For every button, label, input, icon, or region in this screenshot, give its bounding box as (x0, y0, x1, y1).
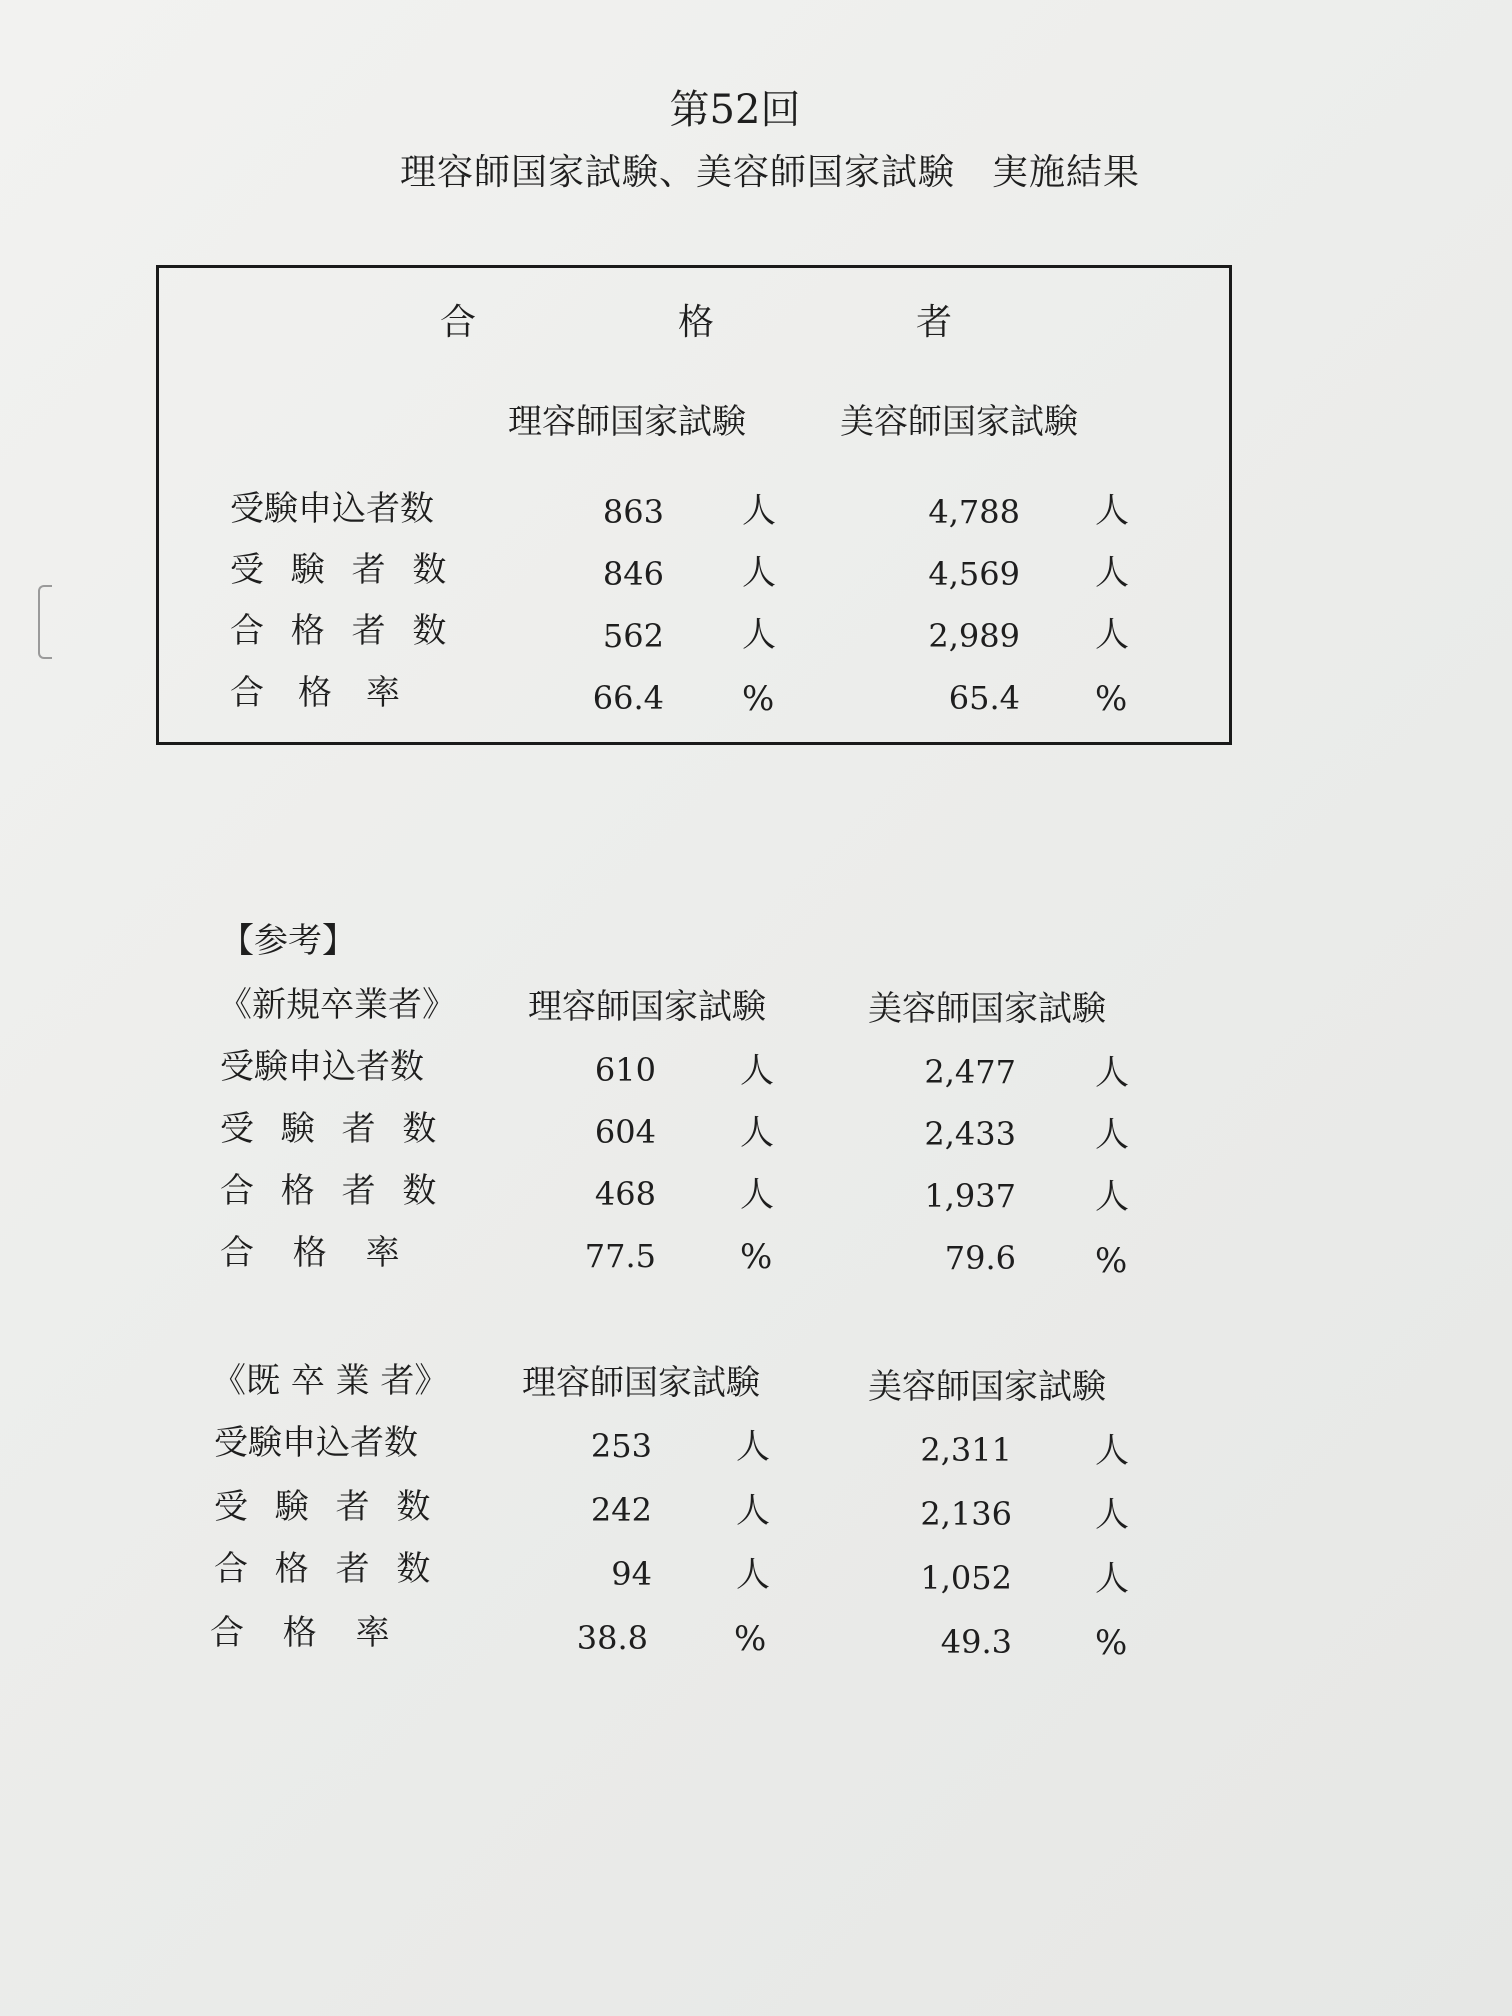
past-value: 253 (590, 1427, 652, 1465)
box-row-label: 受 験 者 数 (230, 550, 455, 590)
past-row-label: 受験申込者数 (214, 1423, 418, 1463)
past-unit: 人 (736, 1427, 770, 1467)
past-unit: % (734, 1619, 767, 1659)
box-unit: % (1095, 679, 1128, 719)
past-unit: 人 (1095, 1559, 1129, 1599)
past-unit: 人 (1095, 1495, 1129, 1535)
box-unit: 人 (742, 491, 776, 531)
new-value: 2,433 (924, 1115, 1016, 1153)
past-value: 38.8 (576, 1619, 648, 1657)
box-col-header-beauty: 美容師国家試験 (840, 402, 1078, 442)
box-value: 562 (602, 617, 664, 655)
past-value: 49.3 (940, 1623, 1012, 1661)
new-value: 610 (594, 1051, 656, 1089)
box-value: 863 (602, 493, 664, 531)
box-value: 66.4 (592, 679, 664, 717)
page-title: 第52回 (669, 87, 801, 133)
box-unit: 人 (1095, 553, 1129, 593)
box-unit: 人 (1095, 491, 1129, 531)
past-value: 1,052 (920, 1559, 1012, 1597)
new-unit: 人 (740, 1113, 774, 1153)
new-unit: 人 (740, 1175, 774, 1215)
box-value: 4,569 (928, 555, 1020, 593)
box-unit: 人 (1095, 615, 1129, 655)
new-row-label: 受験申込者数 (220, 1047, 424, 1087)
new-row-label: 合 格 率 (220, 1233, 414, 1273)
past-row-label: 合 格 者 数 (214, 1549, 439, 1589)
new-value: 1,937 (924, 1177, 1016, 1215)
new-value: 79.6 (944, 1239, 1016, 1277)
new-col-header-beauty: 美容師国家試験 (868, 989, 1106, 1029)
box-row-label: 合 格 者 数 (230, 611, 455, 651)
past-unit: 人 (1095, 1431, 1129, 1471)
new-unit: 人 (1095, 1053, 1129, 1093)
box-header-char-3: 者 (916, 302, 953, 343)
new-value: 77.5 (584, 1237, 656, 1275)
box-unit: 人 (742, 553, 776, 593)
new-unit: % (740, 1237, 773, 1277)
new-unit: 人 (1095, 1115, 1129, 1155)
box-row-label: 合 格 率 (230, 673, 400, 713)
box-row-label: 受験申込者数 (230, 489, 434, 529)
past-col-header-barber: 理容師国家試験 (522, 1363, 760, 1403)
box-unit: 人 (742, 615, 776, 655)
box-header-char-1: 合 (440, 302, 477, 343)
box-value: 65.4 (948, 679, 1020, 717)
box-value: 846 (602, 555, 664, 593)
box-value: 2,989 (928, 617, 1020, 655)
new-graduates-label: 《新規卒業者》 (218, 985, 456, 1025)
new-row-label: 合 格 者 数 (220, 1171, 445, 1211)
page-subtitle: 理容師国家試験、美容師国家試験 実施結果 (400, 152, 1141, 193)
past-graduates-label: 《既 卒 業 者》 (212, 1361, 449, 1401)
reference-heading: 【参考】 (220, 921, 356, 961)
past-col-header-beauty: 美容師国家試験 (868, 1367, 1106, 1407)
new-unit: 人 (1095, 1177, 1129, 1217)
past-row-label: 合 格 率 (210, 1613, 404, 1653)
show-through-text (1216, 160, 1250, 194)
past-unit: 人 (736, 1555, 770, 1595)
new-value: 2,477 (924, 1053, 1016, 1091)
box-header-char-2: 格 (678, 302, 715, 343)
past-value: 242 (590, 1491, 652, 1529)
box-unit: % (742, 679, 775, 719)
new-value: 604 (594, 1113, 656, 1151)
staple-mark (38, 585, 52, 659)
box-col-header-barber: 理容師国家試験 (508, 402, 746, 442)
past-value: 94 (611, 1555, 652, 1593)
box-value: 4,788 (928, 493, 1020, 531)
past-row-label: 受 験 者 数 (214, 1487, 439, 1527)
past-value: 2,311 (920, 1431, 1012, 1469)
new-col-header-barber: 理容師国家試験 (528, 987, 766, 1027)
new-row-label: 受 験 者 数 (220, 1109, 445, 1149)
new-unit: 人 (740, 1051, 774, 1091)
new-value: 468 (594, 1175, 656, 1213)
past-unit: 人 (736, 1491, 770, 1531)
past-unit: % (1095, 1623, 1128, 1663)
past-value: 2,136 (920, 1495, 1012, 1533)
new-unit: % (1095, 1241, 1128, 1281)
